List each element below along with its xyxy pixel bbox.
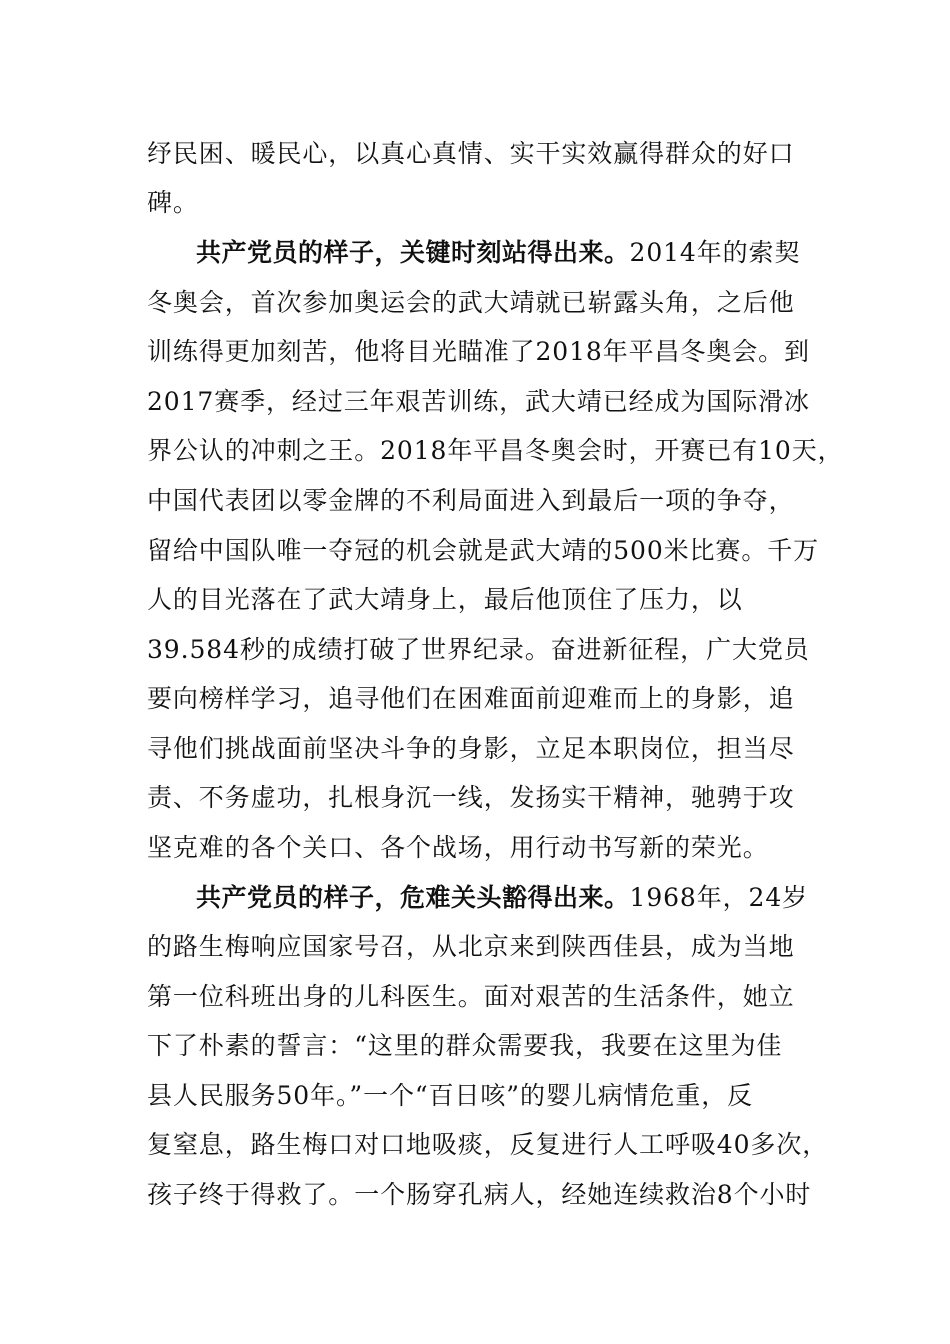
- text-line: 坚克难的各个关口、各个战场，用行动书写新的荣光。: [147, 833, 769, 862]
- text-line: 纾民困、暖民心，以真心真情、实干实效赢得群众的好口: [147, 139, 795, 168]
- text-line: 孩子终于得救了。一个肠穿孔病人，经她连续救治8个小时: [147, 1180, 812, 1209]
- text-line: 39.584秒的成绩打破了世界纪录。奋进新征程，广大党员: [147, 635, 810, 664]
- text-line: 的路生梅响应国家号召，从北京来到陕西佳县，成为当地: [147, 932, 795, 961]
- paragraph-heading: 共产党员的样子，关键时刻站得出来。: [196, 238, 630, 267]
- text-line: 责、不务虚功，扎根身沉一线，发扬实干精神，驰骋于攻: [147, 783, 795, 812]
- text-run: 1968年，24岁: [629, 883, 809, 912]
- text-line: 碑。: [147, 188, 199, 217]
- text-line: 寻他们挑战面前坚决斗争的身影，立足本职岗位，担当尽: [147, 734, 795, 763]
- text-line: 2017赛季，经过三年艰苦训练，武大靖已经成为国际滑冰: [147, 387, 810, 416]
- paragraph-heading: 共产党员的样子，危难关头豁得出来。: [196, 883, 630, 912]
- text-line: 界公认的冲刺之王。2018年平昌冬奥会时，开赛已有10天，: [147, 436, 844, 465]
- paragraph-first-line: [196, 881, 808, 915]
- text-line: 人的目光落在了武大靖身上，最后他顶住了压力，以: [147, 585, 743, 614]
- text-run: 2014年的索契: [629, 238, 801, 267]
- text-line: 冬奥会，首次参加奥运会的武大靖就已崭露头角，之后他: [147, 288, 795, 317]
- text-line: 留给中国队唯一夺冠的机会就是武大靖的500米比赛。千万: [147, 536, 820, 565]
- text-line: 训练得更加刻苦，他将目光瞄准了2018年平昌冬奥会。到: [147, 337, 810, 366]
- text-line: 要向榜样学习，追寻他们在困难面前迎难而上的身影，追: [147, 684, 795, 713]
- text-line: 县人民服务50年。”一个“百日咳”的婴儿病情危重，反: [147, 1081, 754, 1110]
- paragraph-first-line: [196, 236, 800, 270]
- text-line: 第一位科班出身的儿科医生。面对艰苦的生活条件，她立: [147, 982, 795, 1011]
- text-line: 复窒息，路生梅口对口地吸痰，反复进行人工呼吸40多次，: [147, 1130, 829, 1159]
- text-line: 下了朴素的誓言：“这里的群众需要我，我要在这里为佳: [147, 1031, 783, 1060]
- text-line: 中国代表团以零金牌的不利局面进入到最后一项的争夺，: [147, 486, 795, 515]
